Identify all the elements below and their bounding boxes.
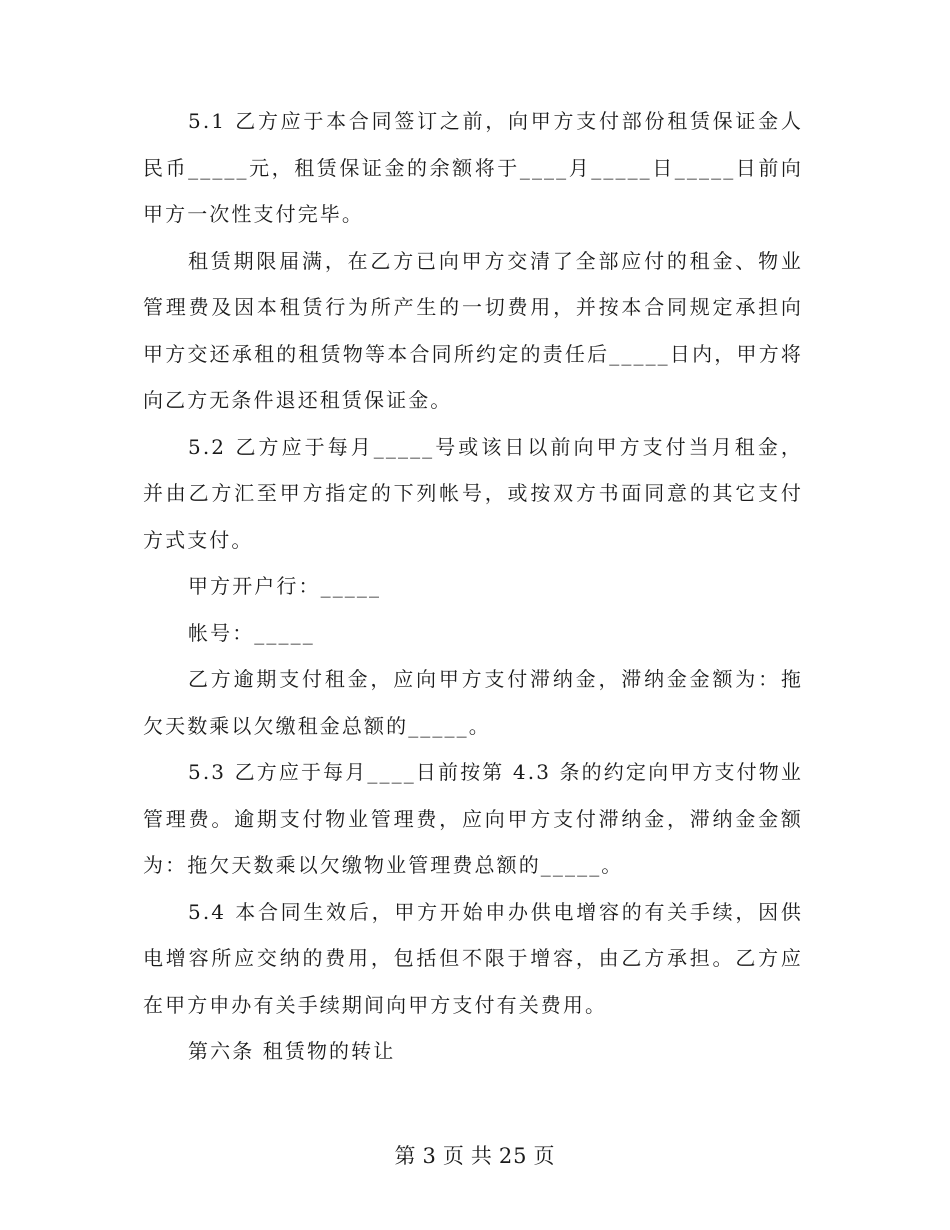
paragraph-5-3: 5.3 乙方应于每月____日前按第 4.3 条的约定向甲方支付物业管理费。逾期支付物业管理费，应向甲方支付滞纳金，滞纳金金额为：拖欠天数乘以欠缴物业管理费总额的_____。 xyxy=(143,760,803,877)
footer-current-page: 3 xyxy=(422,1144,437,1168)
paragraph-bank: 甲方开户行：_____ xyxy=(188,574,382,598)
footer-prefix: 第 xyxy=(394,1144,417,1168)
document-body xyxy=(143,98,803,1075)
page-footer xyxy=(0,1140,950,1170)
paragraph-5-1: 5.1 乙方应于本合同签订之前，向甲方支付部份租赁保证金人民币_____元，租赁保证金的余额将于____月_____日_____日前向甲方一次性支付完毕。 xyxy=(143,109,803,226)
footer-page-word: 页 xyxy=(442,1144,465,1168)
footer-total-pages: 25 xyxy=(498,1144,528,1168)
footer-suffix: 页 xyxy=(533,1144,556,1168)
paragraph-deposit-refund: 租赁期限届满，在乙方已向甲方交清了全部应付的租金、物业管理费及因本租赁行为所产生的一切费用，并按本合同规定承担向甲方交还承租的租赁物等本合同所约定的责任后_____日内，甲方将向乙方无条件退还租赁保证金。 xyxy=(143,248,803,412)
paragraph-account: 帐号：_____ xyxy=(188,620,315,645)
footer-total-word: 共 xyxy=(470,1144,493,1168)
paragraph-5-4: 5.4 本合同生效后，甲方开始申办供电增容的有关手续，因供电增容所应交纳的费用，包括但不限于增容，由乙方承担。乙方应在甲方申办有关手续期间向甲方支付有关费用。 xyxy=(143,899,803,1017)
section-heading-article-6: 第六条 租赁物的转让 xyxy=(188,1039,396,1063)
paragraph-late-rent: 乙方逾期支付租金，应向甲方支付滞纳金，滞纳金金额为：拖欠天数乘以欠缴租金总额的_____。 xyxy=(143,667,803,738)
paragraph-5-2: 5.2 乙方应于每月_____号或该日以前向甲方支付当月租金，并由乙方汇至甲方指定的下列帐号，或按双方书面同意的其它支付方式支付。 xyxy=(143,434,803,552)
